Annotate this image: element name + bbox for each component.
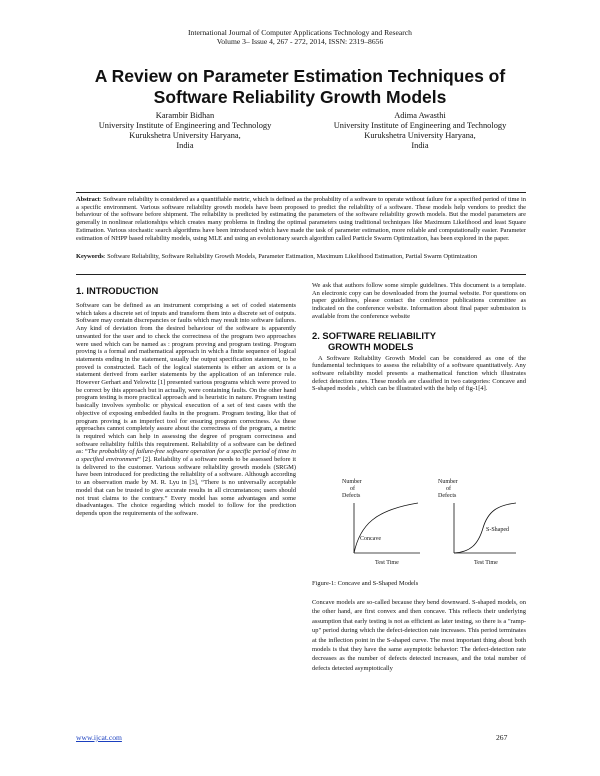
keywords-label: Keywords (76, 253, 104, 260)
author-university: Kurukshetra University Haryana, (129, 131, 241, 140)
abstract-top-rule (76, 192, 526, 193)
abstract-bottom-rule (76, 274, 526, 275)
right-column (312, 282, 526, 393)
s-shaped-label: S-Shaped (486, 527, 509, 533)
models-text: Concave models are so-called because they bend downward. S-shaped models, on the other hand, are first convex and then concave. This reflects their underlying assumption that early testing is not as efficient as later testing, so there is a "ramp-up" period during which the defect-detection rate increases. This period terminates at the inflection point in the S-shaped curve. The most important thing about both models is that they have the same asymptotic behavior: The defect-detection rate decreases as the number of defects detected increases, and the total number of defects detected asymptotically (312, 599, 526, 672)
left-xlabel: Test Time (375, 560, 399, 566)
keywords-text: : Software Reliability, Software Reliability Growth Models, Parameter Estimation, Maximum Likelihood Estimation, Partial Swarm Optimization (103, 253, 478, 260)
author-block-1 (70, 111, 300, 151)
keywords (76, 253, 526, 261)
author-block-2 (300, 111, 540, 151)
section-heading-line-1: 2. SOFTWARE RELIABILITY (312, 329, 436, 341)
author-university: Kurukshetra University Haryana, (364, 131, 476, 140)
section-heading: 1. INTRODUCTION (76, 285, 159, 296)
concave-curve (354, 503, 418, 553)
srgm-paragraph: A Software Reliability Growth Model can be considered as one of the fundamental techniques to assess the reliability of a software quantitatively. Any software reliability model presents a mathematical function which illustrates defect detection rates. These models are classified in two categories: Concave and S-shaped models , which can be illustrated with the help of fig-1[4]. (312, 354, 526, 393)
figure-caption: Figure-1: Concave and S-Shaped Models (312, 580, 419, 587)
models-paragraph (312, 598, 526, 673)
intro-text-continued: ” [2]. Reliability of a software needs to be assessed before it is delivered to the customer. Various software reliability growth models (SRGM) have been introduced for predicting the reliability of a software. Although according to an observation made by M. R. Lyu in [3], “There is no universally acceptable model that can be trusted to give accurate results in all circumstances; users should not trust claims to the contrary.” Every model has some advantages and some disadvantages. The choice regarding which model to follow for the prediction depends upon the requirements of the software. (76, 456, 296, 517)
abstract-text: : Software reliability is considered as a quantifiable metric, which is defined as the probability of a software to operate without failure for a specified period of time in a specific environment. Various software reliability growth models have been proposed to predict the reliability of a software. These models help vendors to predict the behaviour of the software before shipment. The reliability is predicted by estimating the parameters of the software reliability growth models. But the model parameters are generally in nonlinear relationships which creates many problems in finding the optimal parameters using traditional techniques like Maximum Likelihood and least Square Estimation. Various stochastic search algorithms have been introduced which have made the task of parameter estimation, more reliable and computationally easier. Parameter estimation of NHPP based reliability models, using MLE and using an evolutionary search algorithm called Particle Swarm Optimization, has been explored in the paper. (76, 196, 526, 242)
right-ylabel-3: Defects (438, 493, 457, 499)
reliability-definition: The probability of failure-free software operation for a specific period of time in a specified environment (76, 448, 296, 464)
guidelines-paragraph: We ask that authors follow some simple guidelines. This document is a template. An electronic copy can be downloaded from the journal website. For questions on paper guidelines, please contact the conference publications committee as indicated on the conference website. Information about final paper submission is available from the conference website (312, 282, 526, 320)
intro-text: Software can be defined as an instrument comprising a set of coded statements which takes a discrete set of inputs and transform them into a discrete set of outputs. Software may contain discrepancies or faults which may result into software failures. Any kind of deviation from the desired behaviour of the software is apparently unwanted for the user and to check the correctness of the program two approaches were used which can be named as : program proving and program testing. Program proving is a formal and mathematical approach in which a finite sequence of logical statements ending in the statement, usually the output specification statement, to be proved is constructed. Each of the logical statements is either an axiom or is a statement derived from earlier statements by the application of an inference rule. However Gerhart and Yelowitz [1] presented various programs which were proved to be correct by this approach but in actually, were containing faults. On the other hand program testing is more practical approach and is heuristic in nature. Program testing basically involves symbolic or physical execution of a set of test cases with the objective of exposing embedded faults in the program. Program testing, like that of program proving is an imperfect tool for ensuring program correctness. As these approaches cannot completely assure about the correctness of the program, a metric is required which can help in assessing the degree of program correctness and software reliability fulfils this requirement. Reliability of a software can be defined as: “ (76, 302, 296, 456)
journal-header (0, 28, 600, 46)
left-column (76, 285, 296, 518)
title-line-2: Software Reliability Growth Models (153, 87, 447, 107)
left-ylabel-2: of (350, 486, 355, 492)
right-xlabel: Test Time (474, 560, 498, 566)
intro-paragraph (76, 302, 296, 518)
journal-volume: Volume 3– Issue 4, 267 - 272, 2014, ISSN: 2319–8656 (216, 37, 384, 46)
left-ylabel-3: Defects (342, 493, 361, 499)
paper-title (0, 66, 600, 108)
author-name: Adima Awasthi (394, 111, 446, 120)
section-heading-line-2: GROWTH MODELS (328, 340, 414, 352)
author-affiliation: University Institute of Engineering and Technology (98, 121, 272, 130)
author-name: Karambir Bidhan (155, 111, 215, 120)
page-number: 267 (496, 733, 508, 742)
section-heading (312, 330, 526, 352)
footer-url[interactable] (76, 733, 122, 742)
concave-label: Concave (360, 536, 381, 542)
figure-concave-s-shaped (320, 465, 520, 575)
abstract (76, 196, 526, 242)
title-line-1: A Review on Parameter Estimation Techniques of (94, 66, 506, 86)
journal-name: International Journal of Computer Applications Technology and Research (188, 28, 412, 37)
abstract-label: Abstract (76, 196, 100, 203)
author-country: India (176, 141, 194, 150)
right-ylabel-1: Number (438, 479, 458, 485)
journal-link[interactable]: www.ijcat.com (76, 733, 122, 742)
author-affiliation: University Institute of Engineering and Technology (333, 121, 507, 130)
author-country: India (411, 141, 429, 150)
right-ylabel-2: of (446, 486, 451, 492)
left-ylabel-1: Number (342, 479, 362, 485)
